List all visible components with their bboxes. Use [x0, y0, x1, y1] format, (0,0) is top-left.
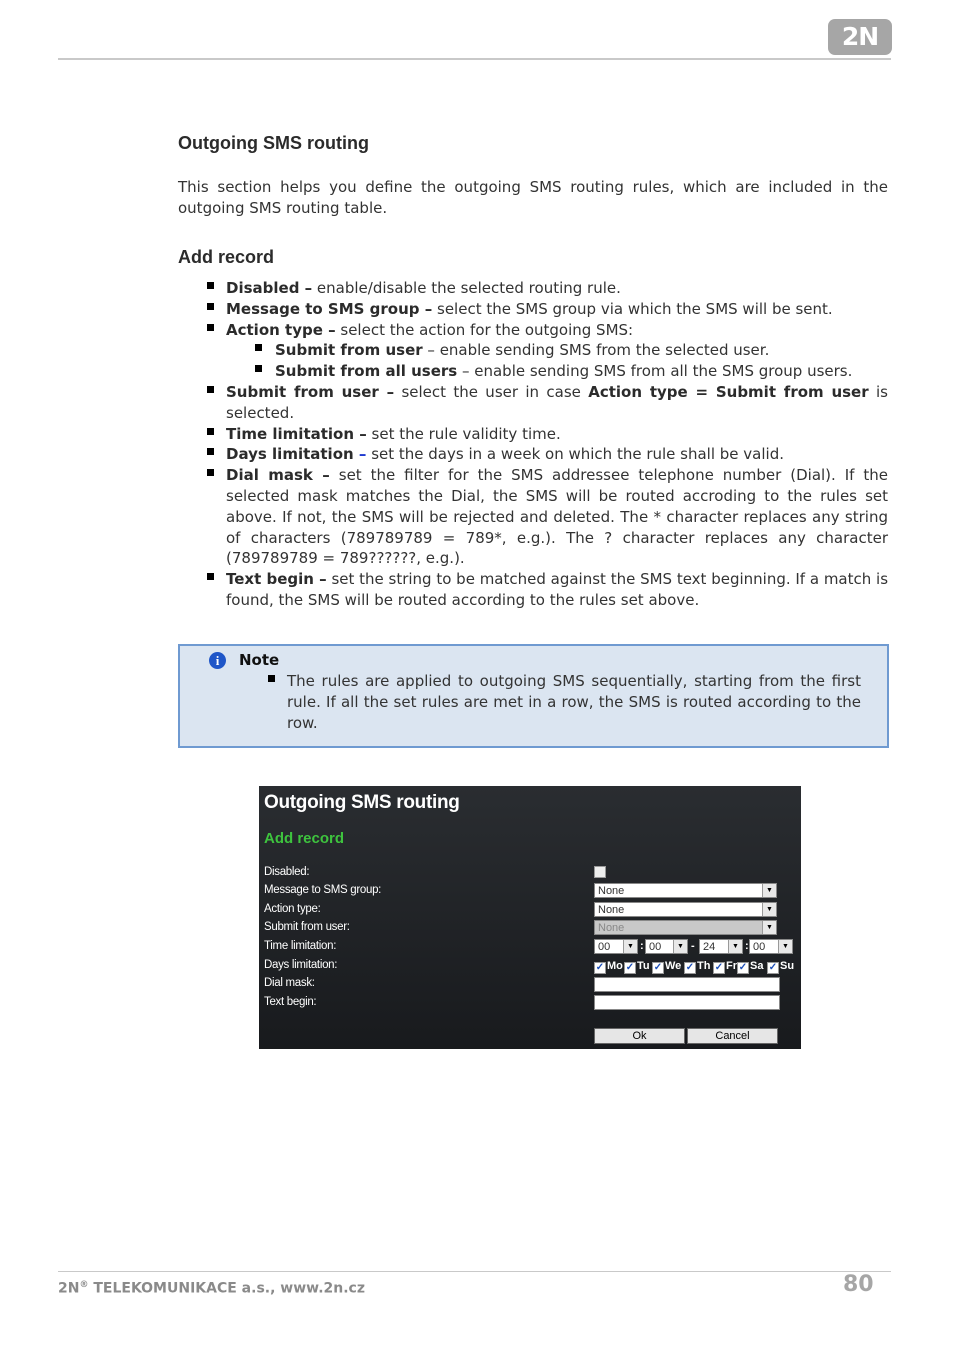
message-group-select[interactable]: None ▼ — [594, 883, 777, 898]
note-item: The rules are applied to outgoing SMS sequentially, starting from the first rule. If all the set rules are met in a row, the SMS is routed according to the row. — [287, 672, 861, 732]
check-icon: ✓ — [653, 962, 663, 973]
time-start-minute-select[interactable]: 00 ▼ — [645, 939, 688, 954]
check-icon: ✓ — [625, 962, 635, 973]
panel-subtitle: Add record — [264, 830, 345, 847]
day-checkbox-sa[interactable]: ✓ Sa — [738, 960, 764, 973]
footer-rule — [58, 1271, 891, 1272]
ui-screenshot-panel — [259, 786, 801, 1049]
footer-company: 2N® TELEKOMUNIKACE a.s., www.2n.cz — [58, 1280, 365, 1297]
list-item: Disabled – enable/disable the selected routing rule. — [226, 278, 888, 299]
text-begin-label: Text begin: — [264, 996, 317, 1008]
ok-button[interactable]: Ok — [594, 1028, 685, 1044]
dial-mask-label: Dial mask: — [264, 977, 315, 989]
sub-list — [275, 340, 888, 382]
list-item: Text begin – set the string to be matched against the SMS text beginning. If a match is found, the SMS will be routed according to the rules set above. — [226, 570, 889, 609]
check-icon: ✓ — [714, 962, 724, 973]
cancel-button[interactable]: Cancel — [687, 1028, 778, 1044]
disabled-checkbox[interactable] — [594, 866, 606, 878]
chevron-down-icon: ▼ — [623, 940, 637, 953]
action-type-label: Action type: — [264, 903, 321, 915]
section-intro: This section helps you define the outgoing SMS routing rules, which are included in the outgoing SMS routing table. — [178, 178, 888, 217]
note-body — [287, 671, 861, 733]
field-description-list — [226, 278, 888, 611]
chevron-down-icon: ▼ — [673, 940, 687, 953]
chevron-down-icon: ▼ — [778, 940, 792, 953]
day-checkbox-we[interactable]: ✓ We — [653, 960, 682, 973]
list-item: Dial mask – set the filter for the SMS addressee telephone number (Dial). If the selected mask matches the Dial, the SMS will be routed accroding to the rules set above. If not, the SMS will be rejected and deleted. The * character replaces any string of characters (789789789 = 789*, e.g.). The ? character replaces any character (789789789 = 789??????, e.g.). — [226, 466, 888, 568]
brand-logo: 2N — [828, 19, 892, 55]
note-box — [178, 644, 889, 748]
check-icon: ✓ — [738, 962, 748, 973]
dial-mask-input[interactable] — [594, 977, 780, 992]
sub-list-item: Submit from user – enable sending SMS from the selected user. — [275, 340, 888, 361]
header-rule — [58, 58, 891, 60]
list-item: Submit from user – select the user in case Action type = Submit from user is selected. — [226, 382, 888, 422]
chevron-down-icon: ▼ — [762, 903, 776, 916]
list-item: Action type – select the action for the outgoing SMS: — [226, 320, 888, 341]
day-checkbox-fr[interactable]: ✓ Fr — [714, 960, 737, 973]
submit-from-user-select[interactable]: None ▼ — [594, 920, 777, 935]
time-start-hour-select[interactable]: 00 ▼ — [594, 939, 638, 954]
list-item: Days limitation – set the days in a week on which the rule shall be valid. — [226, 444, 888, 465]
chevron-down-icon: ▼ — [728, 940, 742, 953]
day-checkbox-tu[interactable]: ✓ Tu — [625, 960, 650, 973]
day-checkbox-su[interactable]: ✓ Su — [768, 960, 795, 973]
submit-from-user-label: Submit from user: — [264, 921, 350, 933]
page-number: 80 — [843, 1272, 874, 1297]
section-title: Outgoing SMS routing — [178, 133, 369, 153]
time-colon: : — [640, 940, 644, 952]
list-item: Message to SMS group – select the SMS group via which the SMS will be sent. — [226, 299, 888, 320]
chevron-down-icon: ▼ — [762, 884, 776, 897]
info-icon: i — [209, 652, 226, 669]
note-title: Note — [239, 651, 280, 669]
check-icon: ✓ — [595, 962, 605, 973]
days-limitation-label: Days limitation: — [264, 959, 338, 971]
day-checkbox-th[interactable]: ✓ Th — [685, 960, 711, 973]
time-end-hour-select[interactable]: 24 ▼ — [699, 939, 743, 954]
day-checkbox-mo[interactable]: ✓ Mo — [595, 960, 623, 973]
time-limitation-label: Time limitation: — [264, 940, 337, 952]
disabled-label: Disabled: — [264, 866, 310, 878]
time-colon: : — [745, 940, 749, 952]
check-icon: ✓ — [768, 962, 778, 973]
time-end-minute-select[interactable]: 00 ▼ — [749, 939, 793, 954]
chevron-down-icon: ▼ — [762, 921, 776, 934]
text-begin-input[interactable] — [594, 995, 780, 1010]
check-icon: ✓ — [685, 962, 695, 973]
time-dash: - — [691, 940, 695, 952]
subsection-title: Add record — [178, 247, 275, 267]
action-type-select[interactable]: None ▼ — [594, 902, 777, 917]
sub-list-item: Submit from all users – enable sending SMS from all the SMS group users. — [275, 361, 888, 382]
panel-title: Outgoing SMS routing — [264, 792, 460, 813]
list-item: Time limitation – set the rule validity time. — [226, 424, 888, 445]
message-group-label: Message to SMS group: — [264, 884, 382, 896]
